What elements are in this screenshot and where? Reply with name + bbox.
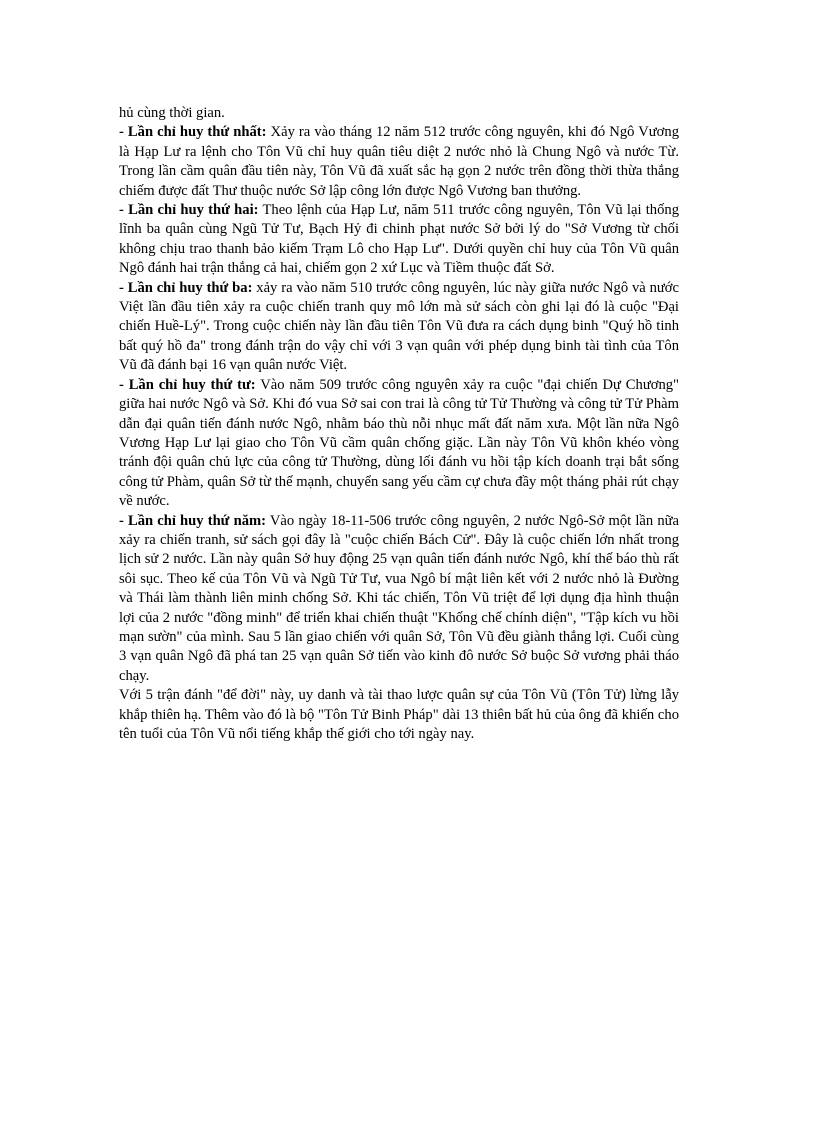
section-heading: - Lần chỉ huy thứ hai: xyxy=(119,202,259,219)
section-heading: - Lần chỉ huy thứ tư: xyxy=(119,376,256,393)
section-body: Theo lệnh của Hạp Lư, năm 511 trước công nguyên, Tôn Vũ lại thống lĩnh ba quân cùng Ngũ Tử Tư, Bạch Hỷ đi chinh phạt nước Sở bởi lý do "Sở Vương từ chối không chịu trao thanh bảo kiếm Trạm Lô cho Hạp Lư". Dưới quyền chỉ huy của Tôn Vũ quân Ngô đánh hai trận thắng cả hai, chiếm gọn 2 xứ Lục và Tiềm thuộc đất Sở. xyxy=(119,202,679,277)
section-body: Xảy ra vào tháng 12 năm 512 trước công nguyên, khi đó Ngô Vương là Hạp Lư ra lệnh cho Tôn Vũ chỉ huy quân tiêu diệt 2 nước nhỏ là Chung Ngô và nước Từ. Trong lần cầm quân đầu tiên này, Tôn Vũ đã xuất sắc hạ gọn 2 nước trên đồng thời thừa thắng chiếm được đất Thư thuộc nước Sở lập công lớn được Ngô Vương ban thưởng. xyxy=(119,124,679,199)
section-body: Vào ngày 18-11-506 trước công nguyên, 2 nước Ngô-Sở một lần nữa xảy ra chiến tranh, sử sách gọi đây là "cuộc chiến Bách Cử". Đây là cuộc chiến lớn nhất trong lịch sử 2 nước. Lần này quân Sở huy động 25 vạn quân tiến đánh nước Ngô, khí thế báo thù rất sôi sục. Theo kế của Tôn Vũ và Ngũ Tử Tư, vua Ngô bí mật liên kết với 2 nước nhỏ là Đường và Thái làm thành liên minh chống Sở. Khi tác chiến, Tôn Vũ triệt để lợi dụng địa hình thuận lợi của 2 nước "đồng minh" để triển khai chiến thuật "Khống chế chính diện", "Tập kích vu hồi mạn sườn" của mình. Sau 5 lần giao chiến với quân Sở, Tôn Vũ đều giành thắng lợi. Cuối cùng 3 vạn quân Ngô đã phá tan 25 vạn quân Sở tiến vào kinh đô nước Sở buộc Sở vương phải tháo chạy. xyxy=(119,512,679,684)
section-fourth-command xyxy=(119,376,679,512)
section-heading: - Lần chỉ huy thứ năm: xyxy=(119,512,267,529)
section-heading: - Lần chỉ huy thứ nhất: xyxy=(119,124,267,141)
section-first-command xyxy=(119,123,679,201)
section-third-command xyxy=(119,279,679,376)
conclusion-paragraph: Với 5 trận đánh "để đời" này, uy danh và tài thao lược quân sự của Tôn Vũ (Tôn Tử) lừng lẫy khắp thiên hạ. Thêm vào đó là bộ "Tôn Tử Binh Pháp" dài 13 thiên bất hủ của ông đã khiến cho tên tuổi của Tôn Vũ nổi tiếng khắp thế giới cho tới ngày nay. xyxy=(119,687,679,742)
section-heading: - Lần chỉ huy thứ ba: xyxy=(119,279,253,296)
document-page xyxy=(119,104,679,744)
section-body: Vào năm 509 trước công nguyên xảy ra cuộc "đại chiến Dự Chương" giữa hai nước Ngô và Sở. Khi đó vua Sở sai con trai là công tử Tử Thường và công tử Tử Phàm dẫn đại quân tiến đánh nước Ngô, nhằm báo thù nỗi nhục mất đất năm xưa. Một lần nữa Ngô Vương Hạp Lư lại giao cho Tôn Vũ cầm quân chống giặc. Lần này Tôn Vũ khôn khéo vòng tránh đội quân chủ lực của công tử Thường, dùng lối đánh vu hồi tập kích doanh trại bắt sống công tử Phàm, quân Sở từ thế mạnh, chuyển sang yếu cầm cự chưa đầy một tháng phải rút chạy về nước. xyxy=(119,376,680,510)
section-fifth-command xyxy=(119,512,679,687)
section-body: xảy ra vào năm 510 trước công nguyên, lúc này giữa nước Ngô và nước Việt lần đầu tiên xảy ra cuộc chiến tranh quy mô lớn mà sử sách còn ghi lại đó là cuộc "Đại chiến Huề-Lý". Trong cuộc chiến này lần đầu tiên Tôn Vũ đưa ra cách dụng binh "Quý hồ tinh bất quý hồ đa" trong đánh trận do vậy chỉ với 3 vạn quân với phép dụng binh tài tình của Tôn Vũ đã đánh bại 16 vạn quân nước Việt. xyxy=(119,279,679,374)
intro-fragment: hủ cùng thời gian. xyxy=(119,105,225,121)
section-second-command xyxy=(119,201,679,279)
